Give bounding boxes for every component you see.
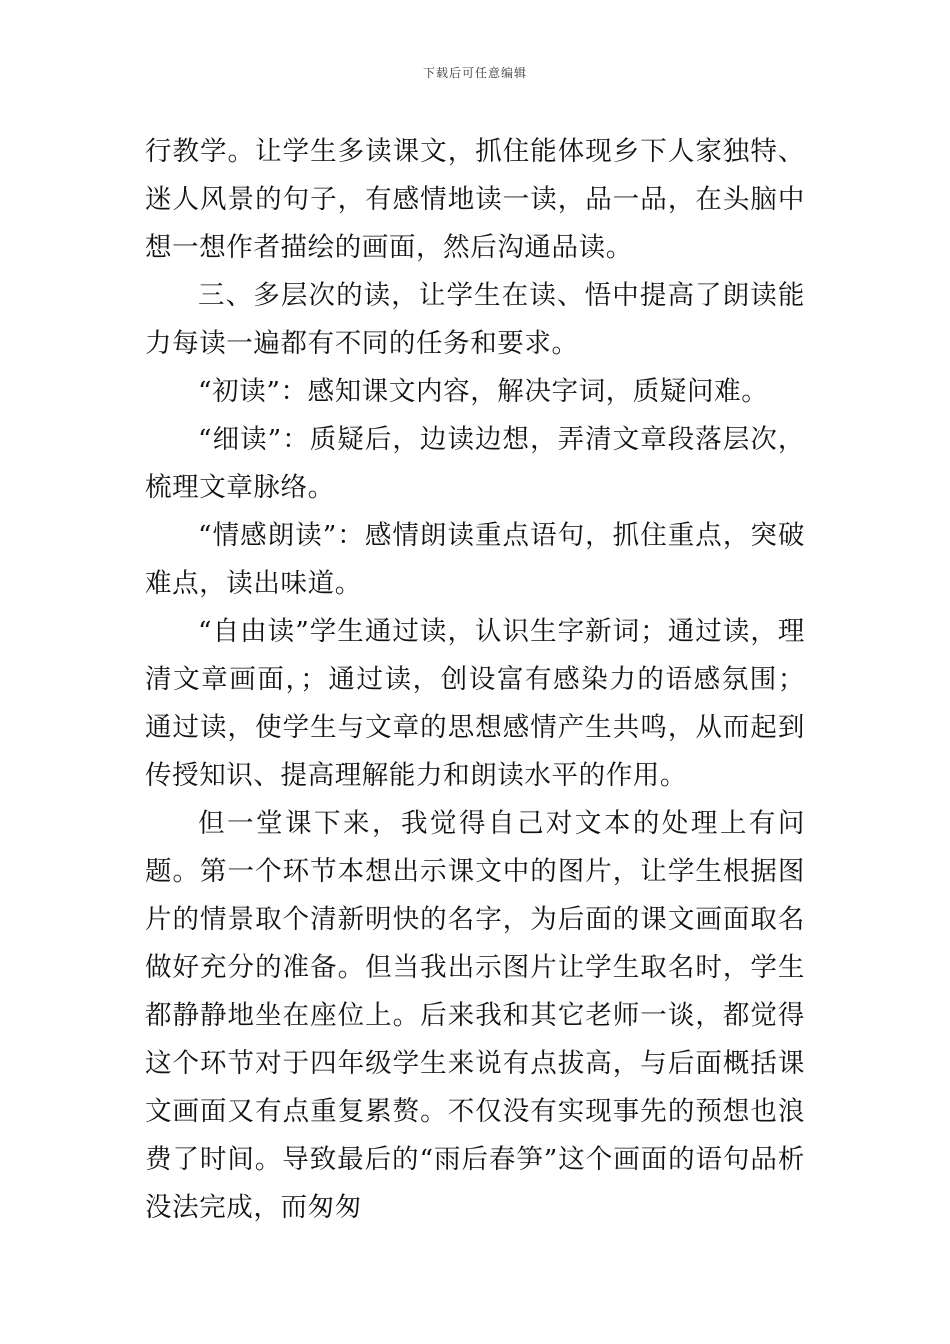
paragraph: “初读”：感知课文内容，解决字词，质疑问难。 <box>198 376 769 407</box>
paragraph: 三、多层次的读，让学生在读、悟中提高了朗读能力每读一遍都有不同的任务和要求。 <box>145 280 805 359</box>
paragraph: “自由读”学生通过读，认识生字新词；通过读，理清文章画面，；通过读，创设富有感染力的语感氛围；通过读，使学生与文章的思想感情产生共鸣，从而起到传授知识、提高理解能力和朗读水平的作用。 <box>145 616 805 791</box>
body-text <box>145 128 805 1232</box>
paragraph: 行教学。让学生多读课文，抓住能体现乡下人家独特、迷人风景的句子，有感情地读一读，品一品，在头脑中想一想作者描绘的画面，然后沟通品读。 <box>145 136 805 263</box>
paragraph: 但一堂课下来，我觉得自己对文本的处理上有问题。第一个环节本想出示课文中的图片，让学生根据图片的情景取个清新明快的名字，为后面的课文画面取名做好充分的准备。但当我出示图片让学生取名时，学生都静静地坐在座位上。后来我和其它老师一谈，都觉得这个环节对于四年级学生来说有点拔高，与后面概括课文画面又有点重复累赘。不仅没有实现事先的预想也浪费了时间。导致最后的“雨后春笋”这个画面的语句品析没法完成，而匆匆 <box>145 808 805 1223</box>
paragraph: “情感朗读”：感情朗读重点语句，抓住重点，突破难点，读出味道。 <box>145 520 805 599</box>
page-header: 下载后可任意编辑 <box>422 66 527 80</box>
paragraph: “细读”：质疑后，边读边想，弄清文章段落层次，梳理文章脉络。 <box>145 424 805 503</box>
